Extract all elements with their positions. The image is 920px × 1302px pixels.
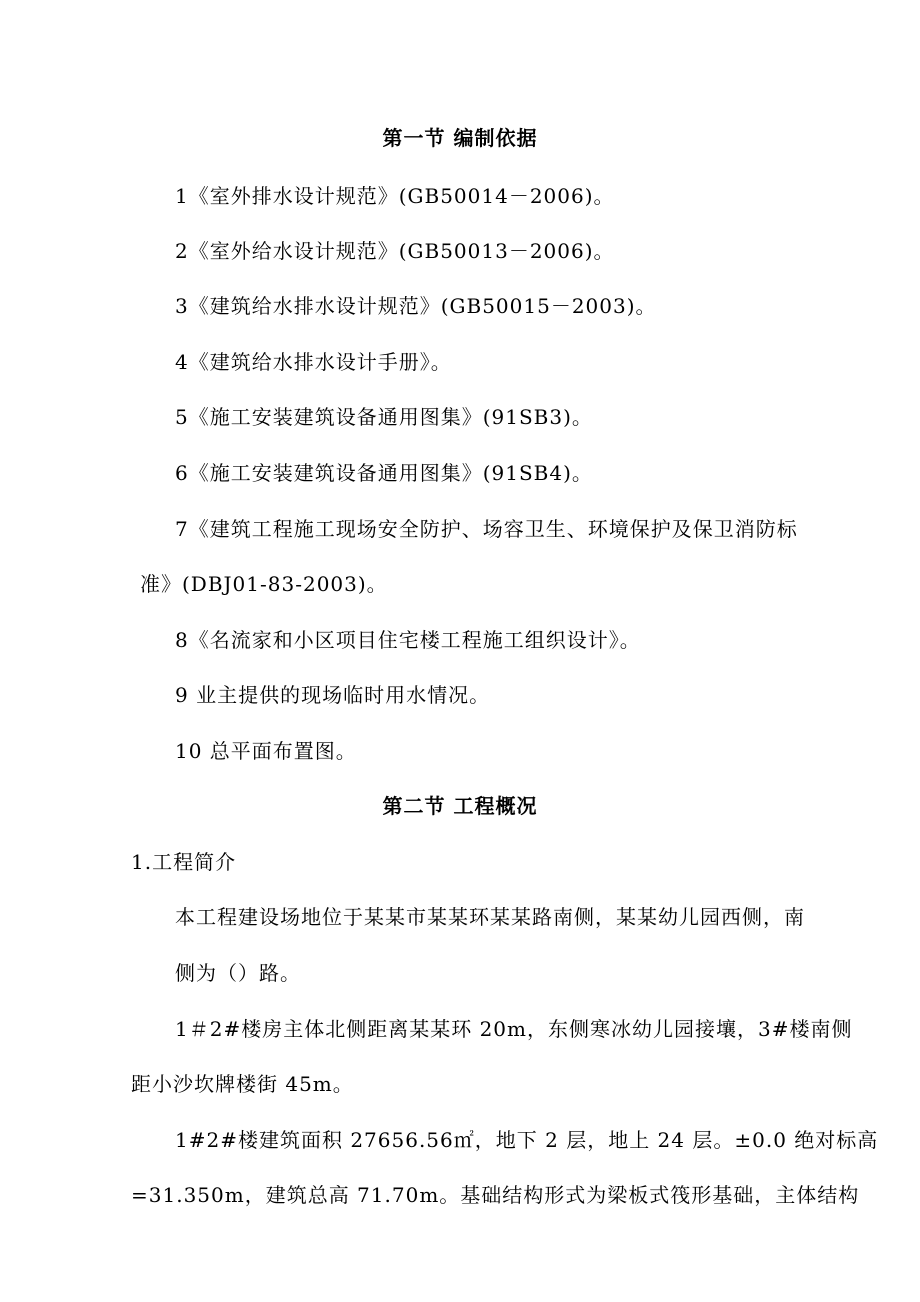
section-heading-overview: 第二节 工程概况 [382,794,538,818]
basis-item-9: 9 业主提供的现场临时用水情况。 [175,683,491,707]
subheading-project-intro: 1.工程简介 [131,850,237,874]
basis-item-1: 1《室外排水设计规范》(GB50014－2006)。 [175,184,615,208]
paragraph-line-1: 本工程建设场地位于某某市某某环某某路南侧，某某幼儿园西侧，南 [175,905,805,929]
basis-item-7-continued: 准》(DBJ01-83-2003)。 [140,572,388,596]
paragraph-line-5: 1#2#楼建筑面积 27656.56㎡，地下 2 层，地上 24 层。±0.0 绝对标高 [175,1128,879,1152]
basis-item-7: 7《建筑工程施工现场安全防护、场容卫生、环境保护及保卫消防标 [175,517,798,541]
paragraph-line-3: 1＃2#楼房主体北侧距离某某环 20m，东侧寒冰幼儿园接壤，3#楼南侧 [175,1017,853,1041]
basis-item-3: 3《建筑给水排水设计规范》(GB50015－2003)。 [175,294,657,318]
paragraph-line-6: =31.350m，建筑总高 71.70m。基础结构形式为梁板式筏形基础，主体结构 [131,1183,860,1207]
basis-item-5: 5《施工安装建筑设备通用图集》(91SB3)。 [175,405,593,429]
basis-item-6: 6《施工安装建筑设备通用图集》(91SB4)。 [175,461,593,485]
basis-item-2: 2《室外给水设计规范》(GB50013－2006)。 [175,239,615,263]
paragraph-line-4: 距小沙坎牌楼街 45m。 [131,1072,354,1096]
paragraph-line-2: 侧为（）路。 [175,961,301,985]
basis-item-4: 4《建筑给水排水设计手册》。 [175,350,452,374]
section-heading-basis: 第一节 编制依据 [382,126,538,150]
basis-item-10: 10 总平面布置图。 [175,739,357,763]
basis-item-8: 8《名流家和小区项目住宅楼工程施工组织设计》。 [175,628,641,652]
